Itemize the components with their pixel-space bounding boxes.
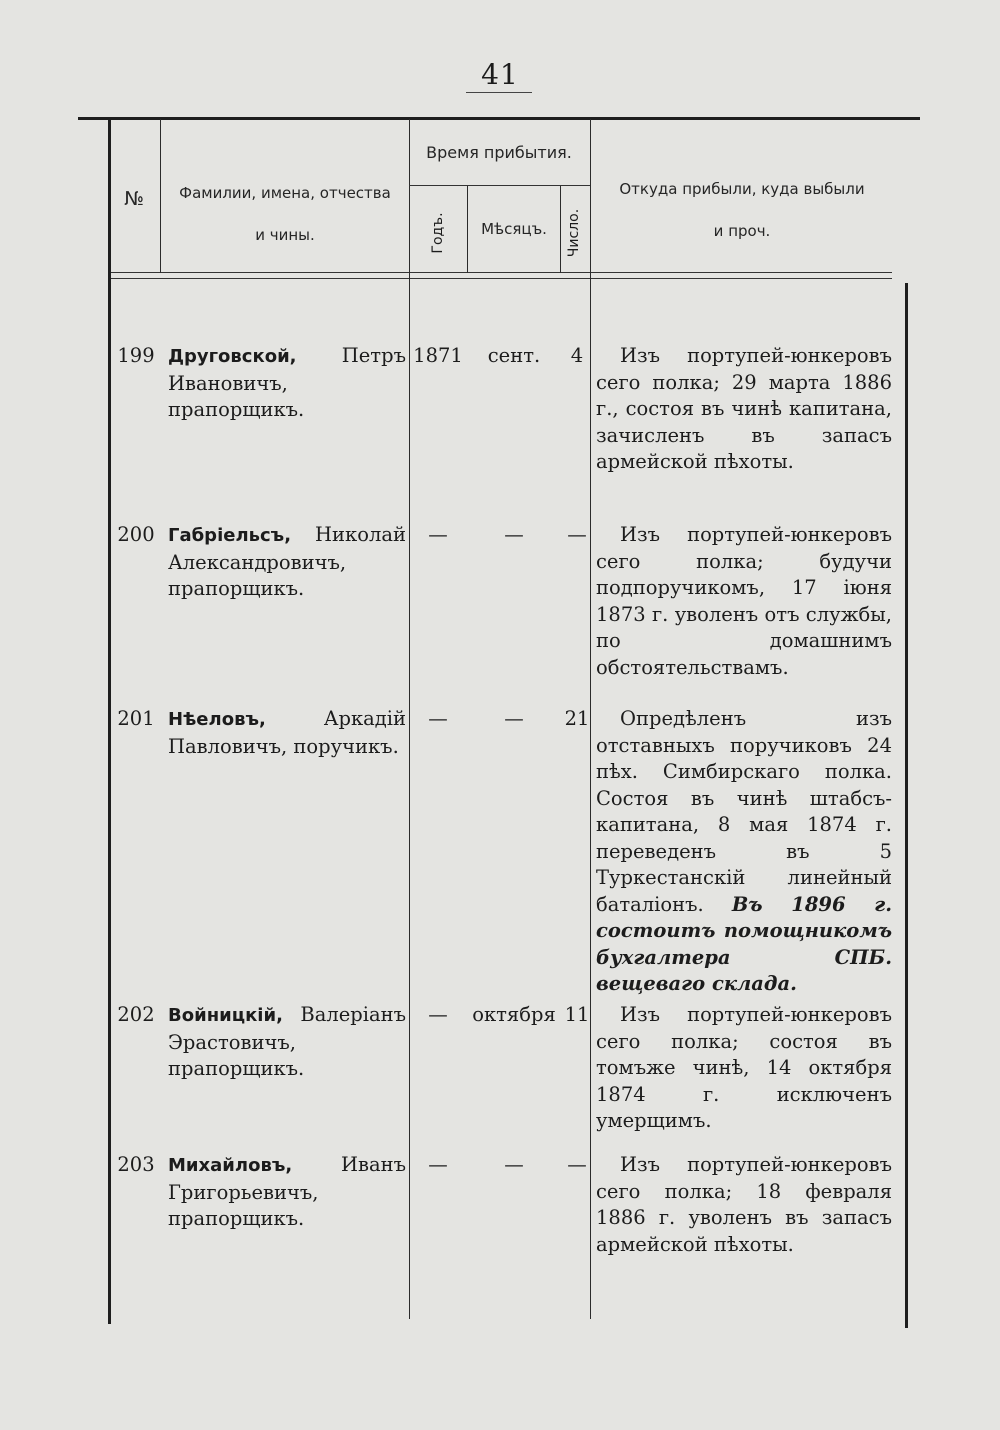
left-border (108, 119, 111, 1324)
row-note-text: Изъ портупей-юнкеровъ сего полка; будучи подпоручикомъ, 17 іюня 1873 г. уволенъ отъ службы, по домашнимъ обстоятельствамъ. (596, 523, 892, 679)
row-name (168, 522, 406, 603)
row-year: — (428, 523, 448, 546)
row-year: — (428, 707, 448, 730)
page-number: 41 (481, 58, 519, 91)
header-where-line2: и проч. (713, 222, 771, 240)
column-divider-names (160, 119, 161, 273)
row-note-text: Изъ портупей-юнкеровъ сего полка; 29 марта 1886 г., состоя въ чинѣ капитана, зачисленъ въ запасъ армейской пѣхоты. (596, 344, 892, 473)
header-where-label (592, 168, 892, 252)
header-number-label: № (124, 188, 144, 210)
header-bottom-rule-double (108, 278, 892, 279)
row-name (168, 1152, 406, 1233)
row-number: 200 (117, 523, 155, 546)
header-year-label: Годъ. (430, 212, 446, 254)
row-note (596, 706, 892, 998)
row-day: — (567, 1153, 587, 1176)
row-note-italic: Въ 1896 г. состоитъ помощникомъ бухгалтера СПБ. вещеваго склада. (596, 892, 892, 995)
row-name (168, 1002, 406, 1083)
row-note (596, 1152, 892, 1258)
row-day: 4 (570, 344, 584, 367)
row-number: 202 (117, 1003, 155, 1026)
row-year: — (428, 1003, 448, 1026)
row-month: октября (472, 1003, 556, 1026)
header-arrival-label: Время прибытия. (426, 143, 572, 162)
row-name (168, 343, 406, 424)
header-where-line1: Откуда прибыли, куда выбыли (619, 180, 865, 198)
header-names-line2: и чины. (255, 226, 315, 244)
row-number: 201 (117, 707, 155, 730)
row-name-rest: Николай Александровичъ, прапорщикъ. (168, 523, 406, 600)
column-divider-day (560, 185, 561, 273)
row-name-rest: Валеріанъ Эрастовичъ, прапорщикъ. (168, 1003, 406, 1080)
row-note-text: Опредѣленъ изъ отставныхъ поручиковъ 24 пѣх. Симбирскаго полка. Состоя въ чинѣ штабсъ-капитана, 8 мая 1874 г. переведенъ въ 5 Туркестанскій линейный баталіонъ. (596, 707, 892, 916)
table-top-rule (78, 117, 920, 120)
arrival-subheader-rule (409, 185, 590, 186)
row-surname: Войницкій, (168, 1005, 283, 1026)
row-surname: Нѣеловъ, (168, 709, 266, 730)
row-note (596, 1002, 892, 1135)
row-name-rest: Иванъ Григорьевичъ, прапорщикъ. (168, 1153, 406, 1230)
header-names-line1: Фамилии, имена, отчества (179, 184, 391, 202)
row-name (168, 706, 406, 760)
row-note-text: Изъ портупей-юнкеровъ сего полка; 18 февраля 1886 г. уволенъ въ запасъ армейской пѣхоты. (596, 1153, 892, 1256)
row-note (596, 343, 892, 476)
row-day: 11 (564, 1003, 590, 1026)
row-number: 199 (117, 344, 155, 367)
row-month: — (504, 523, 524, 546)
row-year: — (428, 1153, 448, 1176)
header-month-label: Мѣсяцъ. (481, 220, 547, 238)
row-surname: Друговской, (168, 346, 297, 367)
row-day: — (567, 523, 587, 546)
right-border (905, 283, 908, 1328)
row-name-rest: Петръ Ивановичъ, прапорщикъ. (168, 344, 406, 421)
row-year: 1871 (413, 344, 463, 367)
row-month: — (504, 1153, 524, 1176)
row-surname: Михайловъ, (168, 1155, 293, 1176)
header-day-label: Число. (566, 208, 582, 258)
row-surname: Габріельсъ, (168, 525, 292, 546)
row-note-text: Изъ портупей-юнкеровъ сего полка; состоя въ томъже чинѣ, 14 октября 1874 г. исключенъ умерщимъ. (596, 1003, 892, 1132)
row-number: 203 (117, 1153, 155, 1176)
row-month: — (504, 707, 524, 730)
header-bottom-rule (108, 272, 892, 273)
row-month: сент. (487, 344, 541, 367)
row-name-rest: Аркадій Павловичъ, поручикъ. (168, 707, 406, 758)
page-number-underline (466, 92, 532, 93)
row-day: 21 (564, 707, 590, 730)
row-note (596, 522, 892, 681)
header-names-label (162, 172, 408, 256)
